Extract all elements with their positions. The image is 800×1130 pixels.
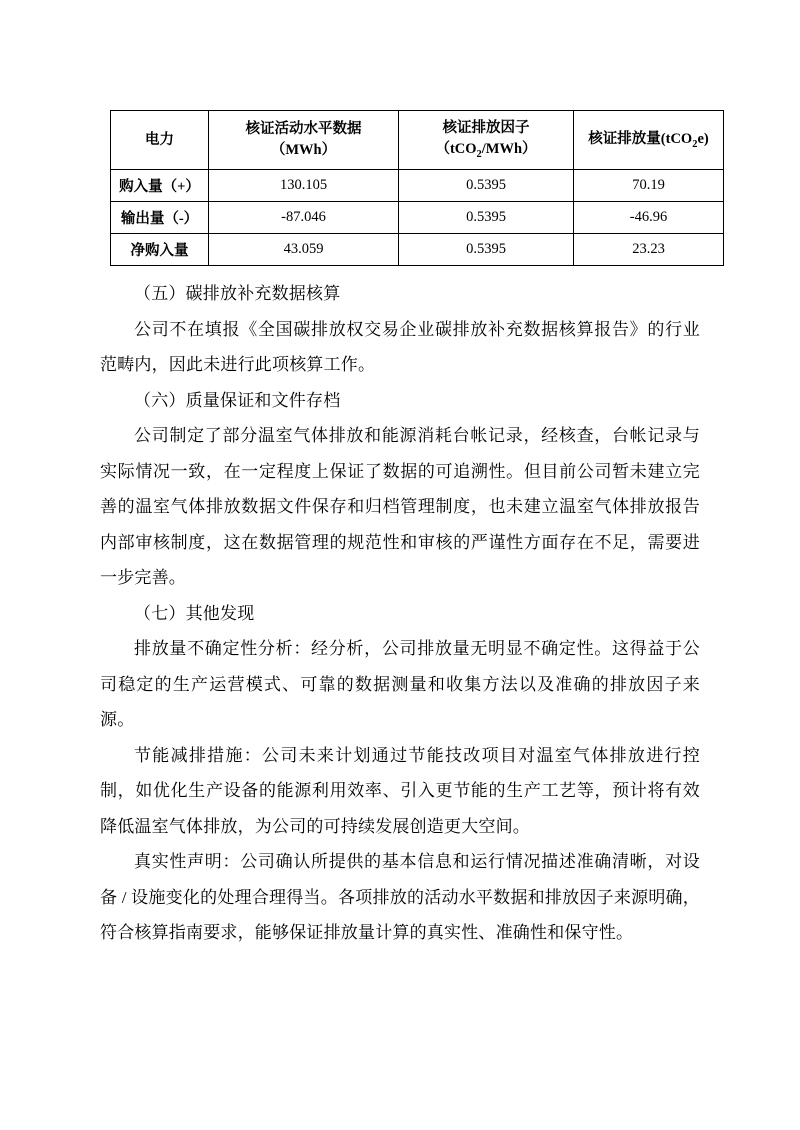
header-factor-pre: （tCO <box>435 141 477 158</box>
header-emissions-sub: 2 <box>692 138 698 150</box>
table-row <box>111 202 724 234</box>
section-5-paragraph-1: 公司不在填报《全国碳排放权交易企业碳排放补充数据核算报告》的行业范畴内，因此未进行此项核算工作。 <box>100 319 700 375</box>
section-heading-6: （六）质量保证和文件存档 <box>134 390 341 410</box>
header-cell-activity-data <box>209 111 399 170</box>
row-activity-value: 43.059 <box>209 234 399 266</box>
section-6-paragraph-1: 公司制定了部分温室气体排放和能源消耗台帐记录，经核查，台帐记录与实际情况一致，在一定程度上保证了数据的可追溯性。但目前公司暂未建立完善的温室气体排放数据文件保存和归档管理制度，也未建立温室气体排放报告内部审核制度，这在数据管理的规范性和审核的严谨性方面存在不足，需要进一步完善。 <box>100 426 700 588</box>
row-activity-value: 130.105 <box>209 170 399 202</box>
section-7-paragraph-3: 真实性声明：公司确认所提供的基本信息和运行情况描述准确清晰，对设备 / 设施变化的处理合理得当。各项排放的活动水平数据和排放因子来源明确，符合核算指南要求，能够保证排放量计算的真实性、准确性和保守性。 <box>100 852 700 943</box>
header-cell-emission-factor <box>399 111 574 170</box>
header-emissions-text <box>588 130 709 150</box>
header-factor-sub: 2 <box>476 148 482 160</box>
header-factor-line2 <box>435 141 537 160</box>
header-factor-line1: 核证排放因子 <box>442 120 530 136</box>
header-activity-line2: （MWh） <box>270 142 337 159</box>
table-body <box>111 170 724 266</box>
document-body <box>100 276 700 951</box>
row-factor-value: 0.5395 <box>399 234 574 266</box>
verified-emissions-table <box>110 110 724 266</box>
header-cell-power: 电力 <box>111 111 209 170</box>
row-emission-value: 23.23 <box>574 234 724 266</box>
table-header <box>111 111 724 170</box>
header-emissions-post: e) <box>697 130 709 147</box>
header-cell-emissions <box>574 111 724 170</box>
table-header-row <box>111 111 724 170</box>
table-row <box>111 234 724 266</box>
section-7-paragraph-2: 节能减排措施：公司未来计划通过节能技改项目对温室气体排放进行控制，如优化生产设备的能源利用效率、引入更节能的生产工艺等，预计将有效降低温室气体排放，为公司的可持续发展创造更大空间。 <box>100 745 700 836</box>
header-factor-post: /MWh） <box>481 141 537 158</box>
section-7-paragraph-1: 排放量不确定性分析：经分析，公司排放量无明显不确定性。这得益于公司稳定的生产运营模式、可靠的数据测量和收集方法以及准确的排放因子来源。 <box>100 639 700 730</box>
header-activity-line1: 核证活动水平数据 <box>245 121 362 137</box>
row-activity-value: -87.046 <box>209 202 399 234</box>
row-factor-value: 0.5395 <box>399 202 574 234</box>
row-label: 净购入量 <box>111 234 209 266</box>
section-heading-7: （七）其他发现 <box>134 603 255 623</box>
row-emission-value: 70.19 <box>574 170 724 202</box>
row-label: 购入量（+） <box>111 170 209 202</box>
section-heading-5: （五）碳排放补充数据核算 <box>134 284 341 304</box>
row-factor-value: 0.5395 <box>399 170 574 202</box>
table-row <box>111 170 724 202</box>
row-label: 输出量（-） <box>111 202 209 234</box>
header-emissions-pre: 核证排放量(tCO <box>588 130 693 147</box>
row-emission-value: -46.96 <box>574 202 724 234</box>
